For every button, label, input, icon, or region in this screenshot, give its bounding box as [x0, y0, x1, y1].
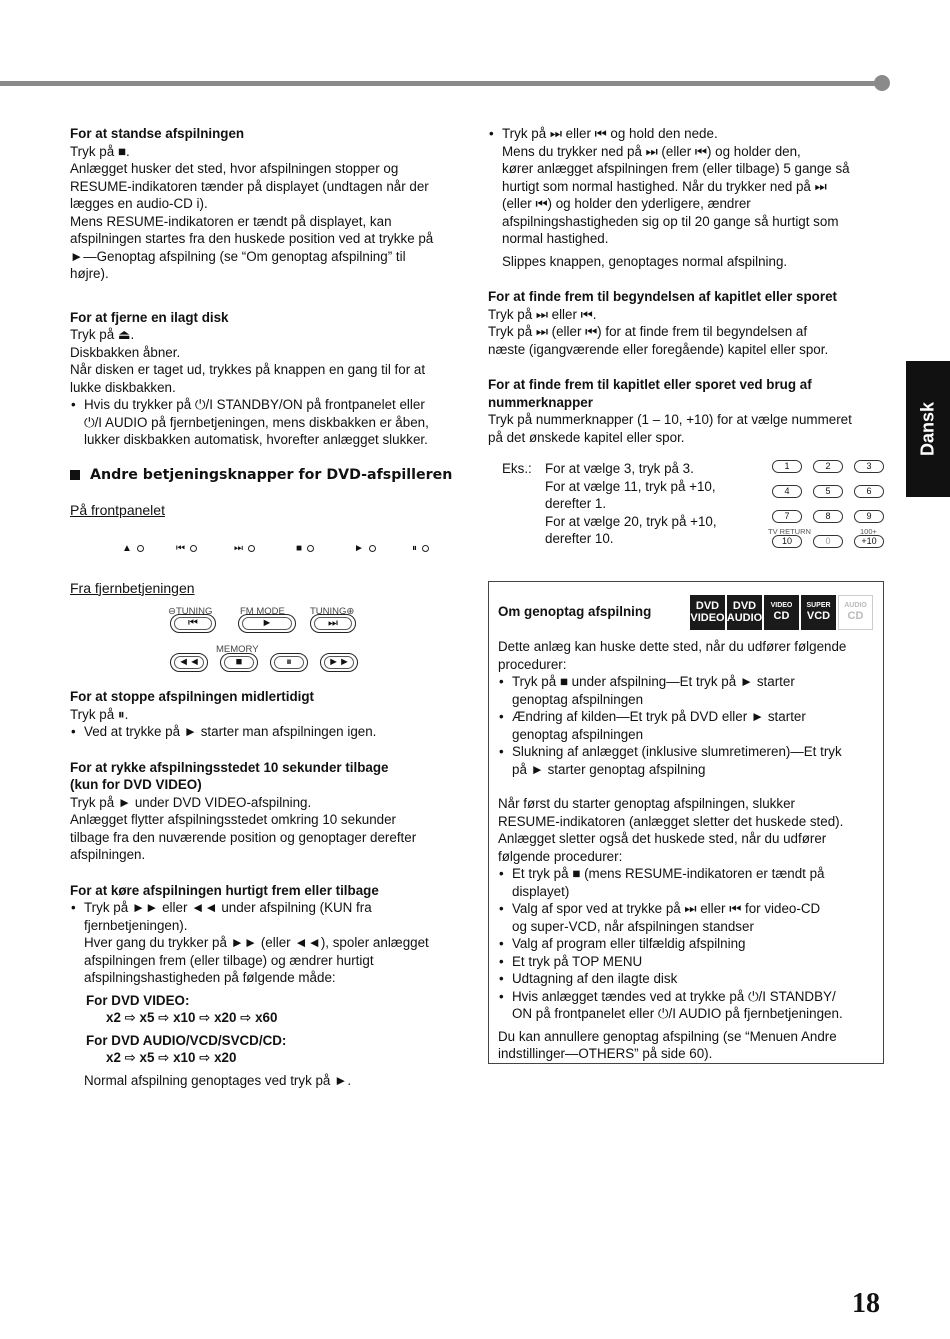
text-line: derefter 1. — [545, 496, 607, 511]
tuning-minus-label: ⊖TUNING — [168, 606, 213, 617]
key-2: 2 — [813, 460, 843, 473]
section-eject — [70, 309, 470, 449]
text-line: ►—Genoptag afspilning (se “Om genoptag afspilning” til — [70, 248, 406, 264]
text-line: Tryk på ■. — [70, 143, 130, 159]
key-10: 10 — [772, 535, 802, 548]
box-title: Om genoptag afspilning — [498, 604, 652, 620]
badge-dvd-video: DVD VIDEO — [690, 595, 725, 630]
bullet-item: • Valg af program eller tilfældig afspilning — [498, 935, 874, 953]
language-tab — [906, 361, 950, 497]
remote-prev-button — [170, 614, 216, 633]
text-line: Tryk på nummerknapper (1 – 10, +10) for at vælge nummeret — [488, 412, 852, 427]
language-tab-label: Dansk — [917, 401, 938, 457]
text-line: Tryk på ⏭ (eller ⏮) for at finde frem til begyndelsen af — [488, 324, 808, 339]
text-line: hurtigt som normal hastighed. Når du trykker ned på ⏭ — [502, 178, 827, 194]
text-line: RESUME-indikatoren (anlægget sletter det huskede sted). — [498, 813, 844, 829]
other-discs-speeds: x2 ⇨ x5 ⇨ x10 ⇨ x20 — [106, 1050, 237, 1065]
text-line: afspilningen startes fra den huskede position ved at trykke på — [70, 231, 434, 246]
skip-back-icon: ⏮ — [176, 542, 185, 554]
section-pause — [70, 688, 470, 741]
play-button — [354, 540, 376, 558]
top-rule — [0, 81, 882, 86]
right-column — [488, 125, 888, 560]
text-line: lukker diskbakken automatisk, hvorefter anlægget slukker. — [84, 432, 428, 447]
remote-pause-button — [270, 653, 308, 672]
text-line: følgende procedurer: — [498, 848, 623, 864]
text-line: kører anlægget afspilningen frem (eller tilbage) 5 gange så — [502, 161, 850, 176]
text-line: lægges en audio-CD i). — [70, 196, 208, 211]
heading-number-keys: For at finde frem til kapitlet eller sporet ved brug af — [488, 377, 812, 392]
text-line: RESUME-indikatoren tænder på displayet (undtagen når der — [70, 178, 429, 194]
text-line: lukke diskbakken. — [70, 379, 176, 395]
bullet-item: • Udtagning af den ilagte disk — [498, 970, 874, 988]
eject-icon: ▲ — [122, 542, 132, 554]
skip-forward-icon: ⏭ — [314, 617, 352, 630]
hundred-plus-label: 100+ — [860, 527, 877, 536]
text-line: (eller ⏮) og holder den yderligere, ændrer — [502, 196, 751, 211]
box-header — [498, 592, 874, 632]
text-line: Anlægget flytter afspilningsstedet omkring 10 sekunder — [70, 812, 397, 827]
text-line: Anlægget husker det sted, hvor afspilningen stopper og — [70, 161, 399, 176]
text-line: Mens du trykker ned på ⏭ (eller ⏮) og holder den, — [502, 143, 801, 159]
badge-super-vcd: SUPER VCD — [801, 595, 836, 630]
bullet-item — [70, 899, 470, 987]
fast-forward-icon: ►► — [324, 656, 354, 669]
heading-number-keys-sub: nummerknapper — [488, 394, 593, 410]
badge-audio-cd: AUDIO CD — [838, 595, 873, 630]
text-line: Tryk på ⏭ eller ⏮. — [488, 306, 597, 322]
badge-dvd-audio: DVD AUDIO — [727, 595, 762, 630]
text-line: indstillinger—OTHERS” på side 60). — [498, 1046, 713, 1061]
text-line: derefter 10. — [545, 531, 614, 546]
bullet-item: • Valg af spor ved at trykke på ⏭ eller ⏮ for video-CD og super-VCD, når afspilningen standser — [498, 900, 874, 935]
section-chapter-start — [488, 288, 888, 358]
key-1: 1 — [772, 460, 802, 473]
dvd-video-label: For DVD VIDEO: — [86, 992, 190, 1008]
text-line: Når først du starter genoptag afspilningen, slukker — [498, 796, 795, 811]
text-line: • Tryk på ►► eller ◄◄ under afspilning (KUN fra — [84, 900, 372, 915]
resume-info-box — [488, 581, 884, 1064]
dvd-video-speeds: x2 ⇨ x5 ⇨ x10 ⇨ x20 ⇨ x60 — [106, 1010, 278, 1025]
text-line: Hver gang du trykker på ►► (eller ◄◄), spoler anlægget — [84, 935, 429, 950]
bullet-item — [488, 125, 888, 248]
bullet-item: • Et tryk på ■ (mens RESUME-indikatoren er tændt på displayet) — [498, 865, 874, 900]
key-7: 7 — [772, 510, 802, 523]
eject-button — [122, 540, 144, 558]
text-line: Slippes knappen, genoptages normal afspilning. — [502, 253, 788, 269]
text-line: • Hvis du trykker på ⏻/I STANDBY/ON på frontpanelet eller — [84, 397, 425, 412]
text-line: Anlægget sletter også det huskede sted, når du udfører — [498, 831, 827, 846]
text-line: Dette anlæg kan huske dette sted, når du udfører følgende — [498, 639, 847, 654]
text-line: procedurer: — [498, 656, 567, 672]
disc-badges — [690, 595, 873, 630]
badge-video-cd: VIDEO CD — [764, 595, 799, 630]
square-bullet-icon — [70, 470, 80, 480]
text-line: ⏻/I AUDIO på fjernbetjeningen, mens diskbakken er åben, — [84, 414, 429, 430]
heading-chapter-start: For at finde frem til begyndelsen af kapitlet eller sporet — [488, 289, 837, 304]
remote-play-button — [238, 614, 296, 633]
bullet-item: • Slukning af anlægget (inklusive slumretimeren)—Et tryk på ► starter genoptag afspilning — [498, 743, 874, 778]
remote-stop-button — [220, 653, 258, 672]
prev-button — [176, 540, 197, 558]
stop-button — [296, 540, 314, 558]
example-label: Eks.: — [502, 461, 532, 476]
other-discs-label: For DVD AUDIO/VCD/SVCD/CD: — [86, 1032, 287, 1048]
remote-ffwd-button — [320, 653, 358, 672]
text-line: Tryk på ⏸. — [70, 706, 129, 722]
heading-pause: For at stoppe afspilningen midlertidigt — [70, 689, 315, 704]
text-line: højre). — [70, 266, 109, 281]
bullet-item — [70, 396, 470, 449]
key-8: 8 — [813, 510, 843, 523]
section-fast — [70, 882, 470, 1090]
left-column — [70, 125, 470, 1089]
remote-illustration — [70, 603, 470, 681]
remote-label: Fra fjernbetjeningen — [70, 579, 195, 596]
section-title — [70, 467, 470, 485]
remote-rewind-button — [170, 653, 208, 672]
text-line: tilbage fra den nuværende position og genoptager derefter — [70, 829, 417, 845]
section-stop — [70, 125, 470, 283]
section-title-text: Andre betjeningsknapper for DVD-afspilleren — [90, 466, 453, 483]
heading-replay: For at rykke afspilningsstedet 10 sekunder tilbage — [70, 759, 389, 775]
key-plus10: +10 — [854, 535, 884, 548]
skip-forward-icon: ⏭ — [234, 542, 243, 554]
rewind-icon: ◄◄ — [174, 656, 204, 669]
bullet-item: • Ændring af kilden—Et tryk på DVD eller ► starter genoptag afspilningen — [498, 708, 874, 743]
text-line: afspilningshastigheden på følgende måde: — [84, 970, 336, 985]
play-icon: ► — [354, 542, 364, 554]
heading-fast: For at køre afspilningen hurtigt frem eller tilbage — [70, 882, 379, 898]
section-number-keys — [488, 376, 888, 446]
fm-mode-label: FM MODE — [240, 606, 285, 617]
tuning-plus-label: TUNING⊕ — [310, 606, 355, 617]
example-text — [545, 460, 745, 548]
bullet-item: • Hvis anlægget tændes ved at trykke på ⏻/I STANDBY/ ON på frontpanelet eller ⏻/I AUDIO på fjernbetjeningen. — [498, 988, 874, 1023]
pause-button — [412, 540, 429, 558]
text-line: afspilningen frem (eller tilbage) og ændrer hurtigt — [84, 952, 374, 968]
key-4: 4 — [772, 485, 802, 498]
top-rule-dot — [874, 75, 890, 91]
key-3: 3 — [854, 460, 884, 473]
heading-replay-sub: (kun for DVD VIDEO) — [70, 777, 202, 792]
bullet-item: • Ved at trykke på ► starter man afspilningen igen. — [70, 723, 470, 741]
text-line: Tryk på ► under DVD VIDEO-afspilning. — [70, 794, 312, 810]
text-line: afspilningshastigheden sig op til 20 gange så hurtigt som — [502, 213, 839, 229]
stop-icon: ■ — [296, 542, 303, 554]
section-replay — [70, 759, 470, 864]
next-button — [234, 540, 255, 558]
heading-stop: For at standse afspilningen — [70, 126, 245, 141]
key-6: 6 — [854, 485, 884, 498]
heading-eject: For at fjerne en ilagt disk — [70, 309, 229, 325]
bullet-item: • Et tryk på TOP MENU — [498, 953, 874, 971]
front-panel-label: På frontpanelet — [70, 502, 165, 518]
text-line: afspilningen. — [70, 847, 146, 862]
stop-icon: ■ — [224, 656, 254, 669]
key-9: 9 — [854, 510, 884, 523]
text-line: Når disken er taget ud, trykkes på knappen en gang til for at — [70, 362, 426, 377]
text-line: For at vælge 11, tryk på +10, — [545, 478, 716, 494]
text-line: For at vælge 20, tryk på +10, — [545, 513, 717, 529]
text-line: • Tryk på ⏭ eller ⏮ og hold den nede. — [502, 126, 718, 141]
pause-icon: ⏸ — [412, 542, 417, 554]
text-line: Mens RESUME-indikatoren er tændt på displayet, kan — [70, 213, 392, 229]
bullet-item: • Tryk på ■ under afspilning—Et tryk på ► starter genoptag afspilningen — [498, 673, 874, 708]
text-line: normal hastighed. — [502, 231, 609, 246]
text-line: Diskbakken åbner. — [70, 344, 181, 360]
remote-next-button — [310, 614, 356, 633]
number-keypad — [768, 460, 888, 552]
memory-label: MEMORY — [216, 644, 259, 655]
key-0: 0 — [813, 535, 843, 548]
skip-back-icon: ⏮ — [174, 617, 212, 630]
front-panel-illustration — [70, 540, 470, 564]
example-block — [488, 460, 888, 560]
key-5: 5 — [813, 485, 843, 498]
text-line: Du kan annullere genoptag afspilning (se “Menuen Andre — [498, 1028, 837, 1044]
text-line: næste (igangværende eller foregående) kapitel eller spor. — [488, 341, 829, 357]
text-line: på det ønskede kapitel eller spor. — [488, 429, 685, 445]
text-line: fjernbetjeningen). — [84, 917, 188, 933]
text-line: Normal afspilning genoptages ved tryk på ►. — [84, 1072, 352, 1088]
tv-return-label: TV RETURN — [768, 527, 811, 536]
page-number: 18 — [852, 1288, 880, 1319]
pause-icon: ⏸ — [274, 656, 304, 669]
text-line: Tryk på ⏏. — [70, 327, 135, 342]
text-line: For at vælge 3, tryk på 3. — [545, 461, 694, 476]
play-icon: ► — [242, 617, 292, 630]
